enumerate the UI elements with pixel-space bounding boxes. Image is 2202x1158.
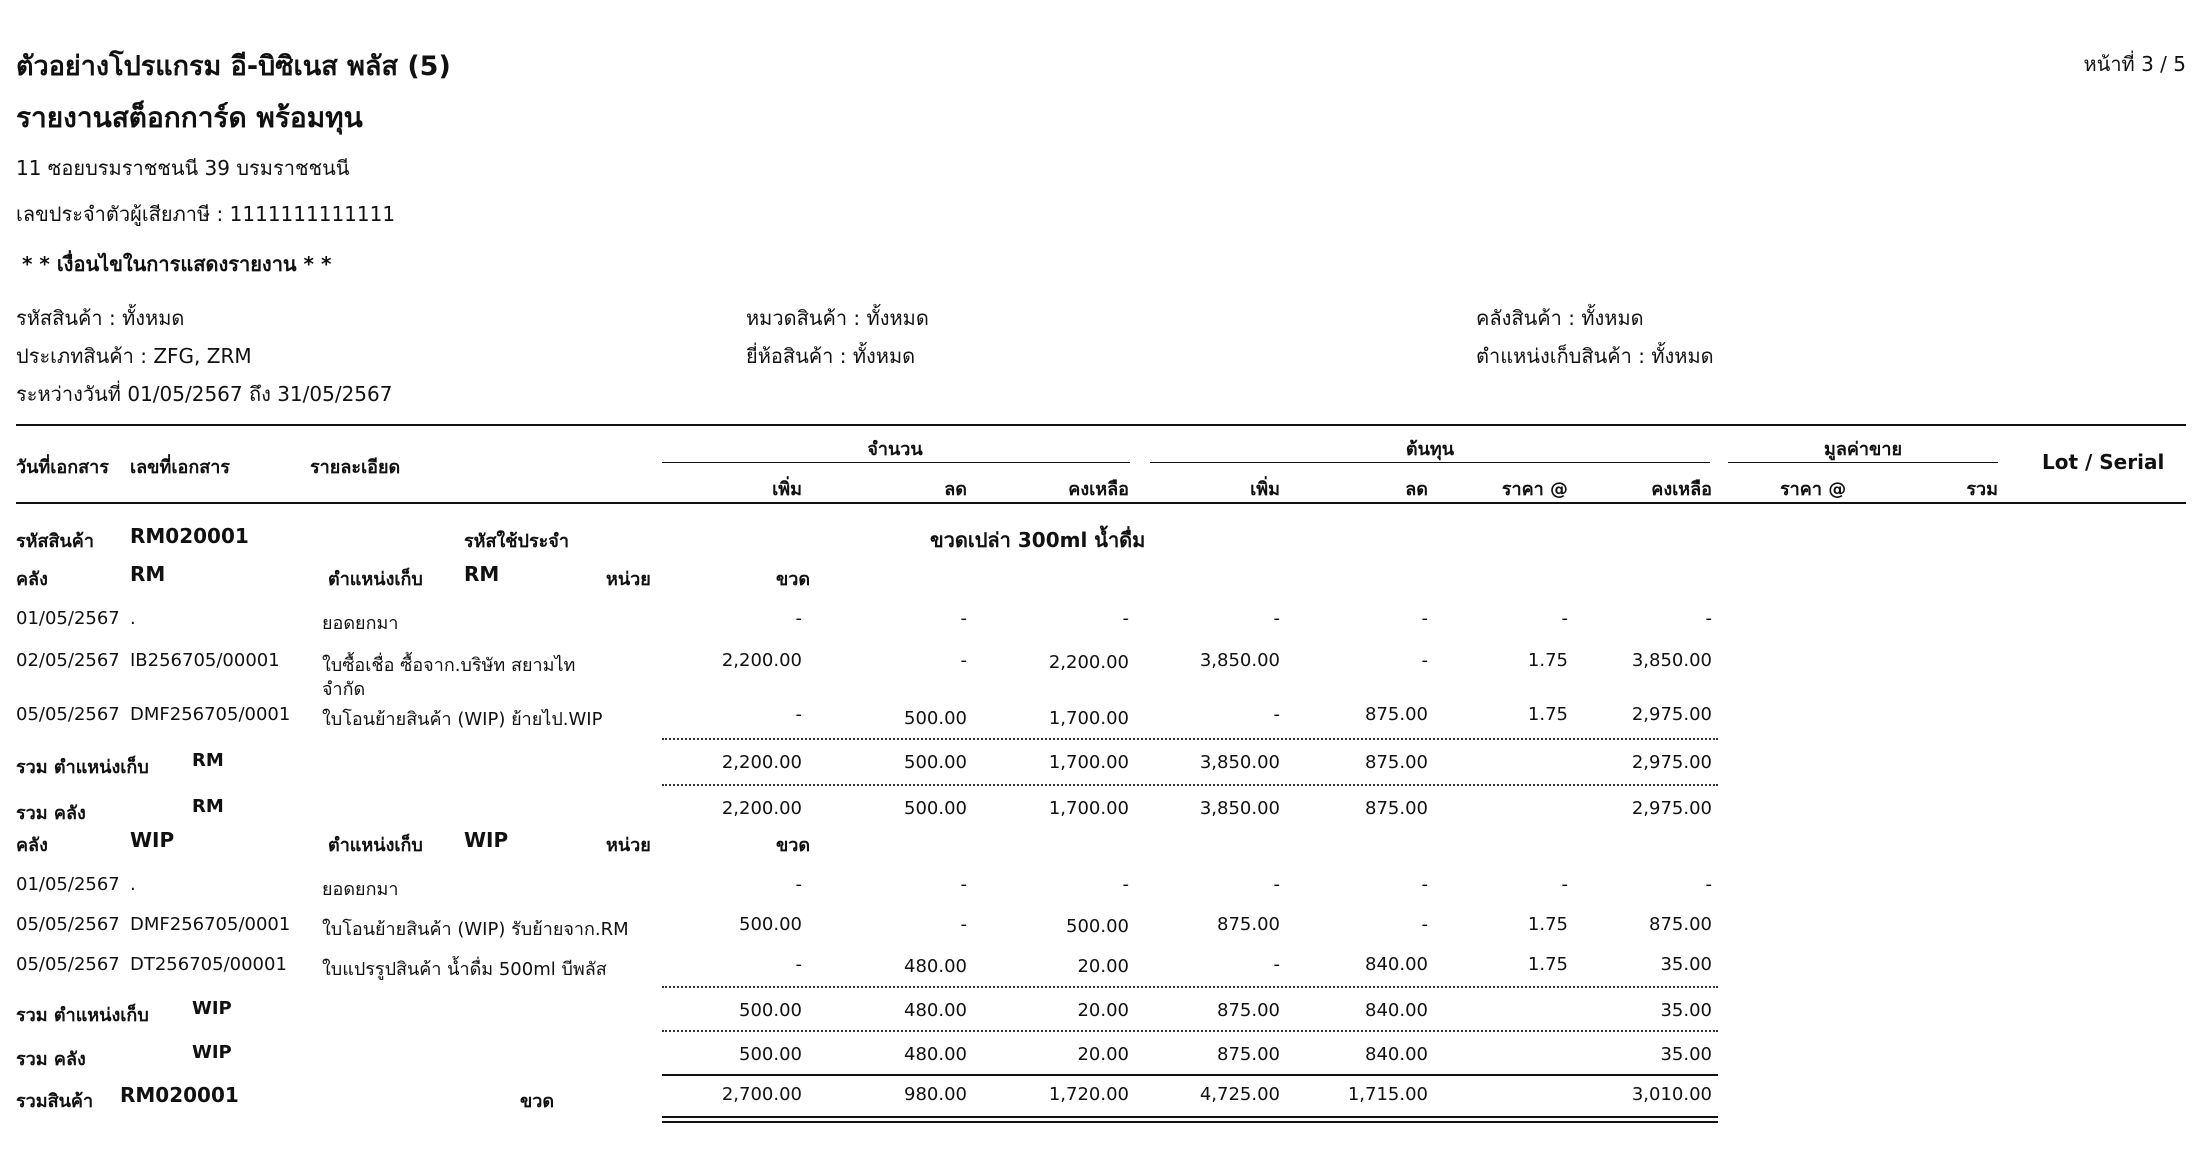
sum-cost-bal: 35.00 <box>1660 1000 1712 1021</box>
unit-label: หน่วย <box>606 835 651 856</box>
conditions-title: * * เงื่อนไขในการแสดงรายงาน * * <box>22 252 332 276</box>
col-cost-bal: คงเหลือ <box>1651 479 1712 500</box>
product-total-top-rule <box>662 1074 1718 1076</box>
total-cost-out: 1,715.00 <box>1347 1084 1428 1105</box>
total-qty-bal: 1,720.00 <box>1048 1084 1129 1105</box>
row-cost-in: - <box>1273 608 1280 629</box>
common-code-label: รหัสใช้ประจำ <box>464 531 569 552</box>
col-detail: รายละเอียด <box>310 457 401 478</box>
sum-cost-in: 875.00 <box>1217 1000 1280 1021</box>
sum-qty-in: 2,200.00 <box>721 752 802 773</box>
filter-warehouse: คลังสินค้า : ทั้งหมด <box>1476 306 1644 330</box>
sum-location-name: WIP <box>192 998 232 1019</box>
row-qty-in: 500.00 <box>739 914 802 935</box>
product-code-label: รหัสสินค้า <box>16 531 94 552</box>
sum-qty-bal: 1,700.00 <box>1048 798 1129 819</box>
report-title: รายงานสต็อกการ์ด พร้อมทุน <box>16 101 363 134</box>
product-name: ขวดเปล่า 300ml น้ำดื่ม <box>930 528 1146 552</box>
row-qty-in: - <box>795 608 802 629</box>
row-date: 05/05/2567 <box>16 914 120 935</box>
sum-qty-out: 480.00 <box>904 1044 967 1065</box>
row-qty-in: 2,200.00 <box>721 650 802 671</box>
sum-cost-out: 875.00 <box>1365 752 1428 773</box>
row-qty-in: - <box>795 704 802 725</box>
row-qty-bal: 500.00 <box>1066 916 1129 937</box>
row-cost-bal: - <box>1705 608 1712 629</box>
col-doc-no: เลขที่เอกสาร <box>130 457 230 478</box>
sum-qty-bal: 1,700.00 <box>1048 752 1129 773</box>
row-cost-in: 3,850.00 <box>1199 650 1280 671</box>
row-cost-bal: 875.00 <box>1649 914 1712 935</box>
row-doc-no: DMF256705/0001 <box>130 704 291 725</box>
sum-location-label: รวม ตำแหน่งเก็บ <box>16 757 149 778</box>
row-doc-no: . <box>130 874 136 895</box>
location-code: RM <box>464 562 500 586</box>
company-address: 11 ซอยบรมราชชนนี 39 บรมราชชนนี <box>16 156 350 180</box>
sum-location-name: RM <box>192 750 224 771</box>
row-qty-out: - <box>960 874 967 895</box>
warehouse-code: WIP <box>130 828 175 852</box>
col-cost-price: ราคา @ <box>1501 479 1568 500</box>
sum-warehouse-name: RM <box>192 796 224 817</box>
row-cost-out: - <box>1421 914 1428 935</box>
total-qty-in: 2,700.00 <box>721 1084 802 1105</box>
subtotal-rule <box>662 1030 1718 1032</box>
sum-product-code: RM020001 <box>120 1083 239 1107</box>
warehouse-label: คลัง <box>16 835 48 856</box>
col-qty-in: เพิ่ม <box>772 479 802 500</box>
row-date: 05/05/2567 <box>16 704 120 725</box>
sale-group-rule <box>1728 462 1998 463</box>
sum-warehouse-name: WIP <box>192 1042 232 1063</box>
row-cost-price: 1.75 <box>1527 704 1568 725</box>
row-qty-bal: - <box>1122 874 1129 895</box>
row-cost-price: - <box>1561 608 1568 629</box>
row-qty-out: - <box>960 650 967 671</box>
col-group-sale: มูลค่าขาย <box>1823 439 1902 460</box>
row-qty-out: - <box>960 608 967 629</box>
row-cost-out: 875.00 <box>1365 704 1428 725</box>
filter-product-code: รหัสสินค้า : ทั้งหมด <box>16 306 185 330</box>
grand-total-double-rule <box>662 1116 1718 1123</box>
col-cost-out: ลด <box>1405 479 1428 500</box>
row-date: 05/05/2567 <box>16 954 120 975</box>
sum-cost-bal: 35.00 <box>1660 1044 1712 1065</box>
sum-qty-out: 500.00 <box>904 752 967 773</box>
unit-label: หน่วย <box>606 569 651 590</box>
col-sale-price: ราคา @ <box>1780 479 1847 500</box>
total-cost-bal: 3,010.00 <box>1631 1084 1712 1105</box>
row-detail: ยอดยกมา <box>322 879 399 900</box>
row-cost-price: 1.75 <box>1527 954 1568 975</box>
row-date: 01/05/2567 <box>16 608 120 629</box>
row-detail: ใบโอนย้ายสินค้า (WIP) รับย้ายจาก.RM <box>322 919 629 940</box>
subtotal-rule <box>662 738 1718 740</box>
row-qty-bal: 2,200.00 <box>1048 652 1129 673</box>
row-qty-in: - <box>795 874 802 895</box>
row-qty-out: 500.00 <box>904 708 967 729</box>
row-detail: ใบแปรรูปสินค้า น้ำดื่ม 500ml บีพลัส <box>322 959 607 980</box>
row-cost-bal: 2,975.00 <box>1631 704 1712 725</box>
location-code: WIP <box>464 828 509 852</box>
subtotal-rule <box>662 986 1718 988</box>
cost-group-rule <box>1150 462 1710 463</box>
row-cost-in: 875.00 <box>1217 914 1280 935</box>
row-detail: ใบโอนย้ายสินค้า (WIP) ย้ายไป.WIP <box>322 709 603 730</box>
col-qty-bal: คงเหลือ <box>1068 479 1129 500</box>
unit-value: ขวด <box>776 835 811 856</box>
sum-qty-bal: 20.00 <box>1077 1000 1129 1021</box>
col-date: วันที่เอกสาร <box>16 457 109 478</box>
row-cost-in: - <box>1273 874 1280 895</box>
col-group-cost: ต้นทุน <box>1405 439 1455 460</box>
row-cost-out: - <box>1421 608 1428 629</box>
sum-cost-in: 875.00 <box>1217 1044 1280 1065</box>
location-label: ตำแหน่งเก็บ <box>328 835 423 856</box>
warehouse-code: RM <box>130 562 166 586</box>
filter-product-type: ประเภทสินค้า : ZFG, ZRM <box>16 344 252 368</box>
col-qty-out: ลด <box>944 479 967 500</box>
sum-cost-out: 875.00 <box>1365 798 1428 819</box>
sum-cost-out: 840.00 <box>1365 1044 1428 1065</box>
row-qty-bal: 1,700.00 <box>1048 708 1129 729</box>
col-sale-total: รวม <box>1966 479 1998 500</box>
col-lot-serial: Lot / Serial <box>2042 450 2165 474</box>
sum-qty-in: 2,200.00 <box>721 798 802 819</box>
program-title: ตัวอย่างโปรแกรม อี-บิซิเนส พลัส (5) <box>16 51 451 82</box>
sum-qty-out: 500.00 <box>904 798 967 819</box>
total-cost-in: 4,725.00 <box>1199 1084 1280 1105</box>
row-detail: ยอดยกมา <box>322 613 399 634</box>
filter-date-range: ระหว่างวันที่ 01/05/2567 ถึง 31/05/2567 <box>16 382 393 406</box>
col-group-qty: จำนวน <box>867 439 923 460</box>
location-label: ตำแหน่งเก็บ <box>328 569 423 590</box>
filter-brand: ยี่ห้อสินค้า : ทั้งหมด <box>746 344 916 368</box>
sum-qty-out: 480.00 <box>904 1000 967 1021</box>
tax-id: เลขประจำตัวผู้เสียภาษี : 1111111111111 <box>16 202 396 226</box>
row-qty-bal: 20.00 <box>1077 956 1129 977</box>
row-qty-bal: - <box>1122 608 1129 629</box>
unit-value: ขวด <box>776 569 811 590</box>
sum-cost-in: 3,850.00 <box>1199 798 1280 819</box>
row-cost-price: 1.75 <box>1527 914 1568 935</box>
sum-warehouse-label: รวม คลัง <box>16 803 86 824</box>
col-cost-in: เพิ่ม <box>1250 479 1280 500</box>
sum-product-label: รวมสินค้า <box>16 1091 94 1112</box>
header-bottom-rule <box>16 502 2186 504</box>
filter-location: ตำแหน่งเก็บสินค้า : ทั้งหมด <box>1476 344 1714 368</box>
sum-qty-in: 500.00 <box>739 1044 802 1065</box>
row-cost-bal: 35.00 <box>1660 954 1712 975</box>
row-doc-no: . <box>130 608 136 629</box>
sum-warehouse-label: รวม คลัง <box>16 1049 86 1070</box>
page-number: หน้าที่ 3 / 5 <box>2083 52 2186 76</box>
row-cost-price: 1.75 <box>1527 650 1568 671</box>
row-date: 02/05/2567 <box>16 650 120 671</box>
row-cost-in: - <box>1273 954 1280 975</box>
qty-group-rule <box>662 462 1130 463</box>
row-doc-no: DMF256705/0001 <box>130 914 291 935</box>
sum-cost-bal: 2,975.00 <box>1631 752 1712 773</box>
row-cost-out: - <box>1421 650 1428 671</box>
filter-category: หมวดสินค้า : ทั้งหมด <box>746 306 929 330</box>
row-date: 01/05/2567 <box>16 874 120 895</box>
row-detail-line2: จำกัด <box>322 679 366 700</box>
warehouse-label: คลัง <box>16 569 48 590</box>
row-cost-out: 840.00 <box>1365 954 1428 975</box>
row-cost-in: - <box>1273 704 1280 725</box>
sum-cost-bal: 2,975.00 <box>1631 798 1712 819</box>
row-qty-out: 480.00 <box>904 956 967 977</box>
sum-cost-out: 840.00 <box>1365 1000 1428 1021</box>
row-qty-in: - <box>795 954 802 975</box>
row-cost-out: - <box>1421 874 1428 895</box>
row-cost-price: - <box>1561 874 1568 895</box>
sum-cost-in: 3,850.00 <box>1199 752 1280 773</box>
row-qty-out: - <box>960 914 967 935</box>
row-cost-bal: - <box>1705 874 1712 895</box>
row-detail: ใบซื้อเชื่อ ซื้อจาก.บริษัท สยามไท <box>322 655 576 676</box>
product-code: RM020001 <box>130 524 249 548</box>
sum-product-unit: ขวด <box>520 1091 555 1112</box>
row-doc-no: IB256705/00001 <box>130 650 280 671</box>
total-qty-out: 980.00 <box>904 1084 967 1105</box>
sum-location-label: รวม ตำแหน่งเก็บ <box>16 1005 149 1026</box>
header-top-rule <box>16 424 2186 426</box>
row-doc-no: DT256705/00001 <box>130 954 287 975</box>
sum-qty-in: 500.00 <box>739 1000 802 1021</box>
sum-qty-bal: 20.00 <box>1077 1044 1129 1065</box>
row-cost-bal: 3,850.00 <box>1631 650 1712 671</box>
subtotal-rule <box>662 784 1718 786</box>
